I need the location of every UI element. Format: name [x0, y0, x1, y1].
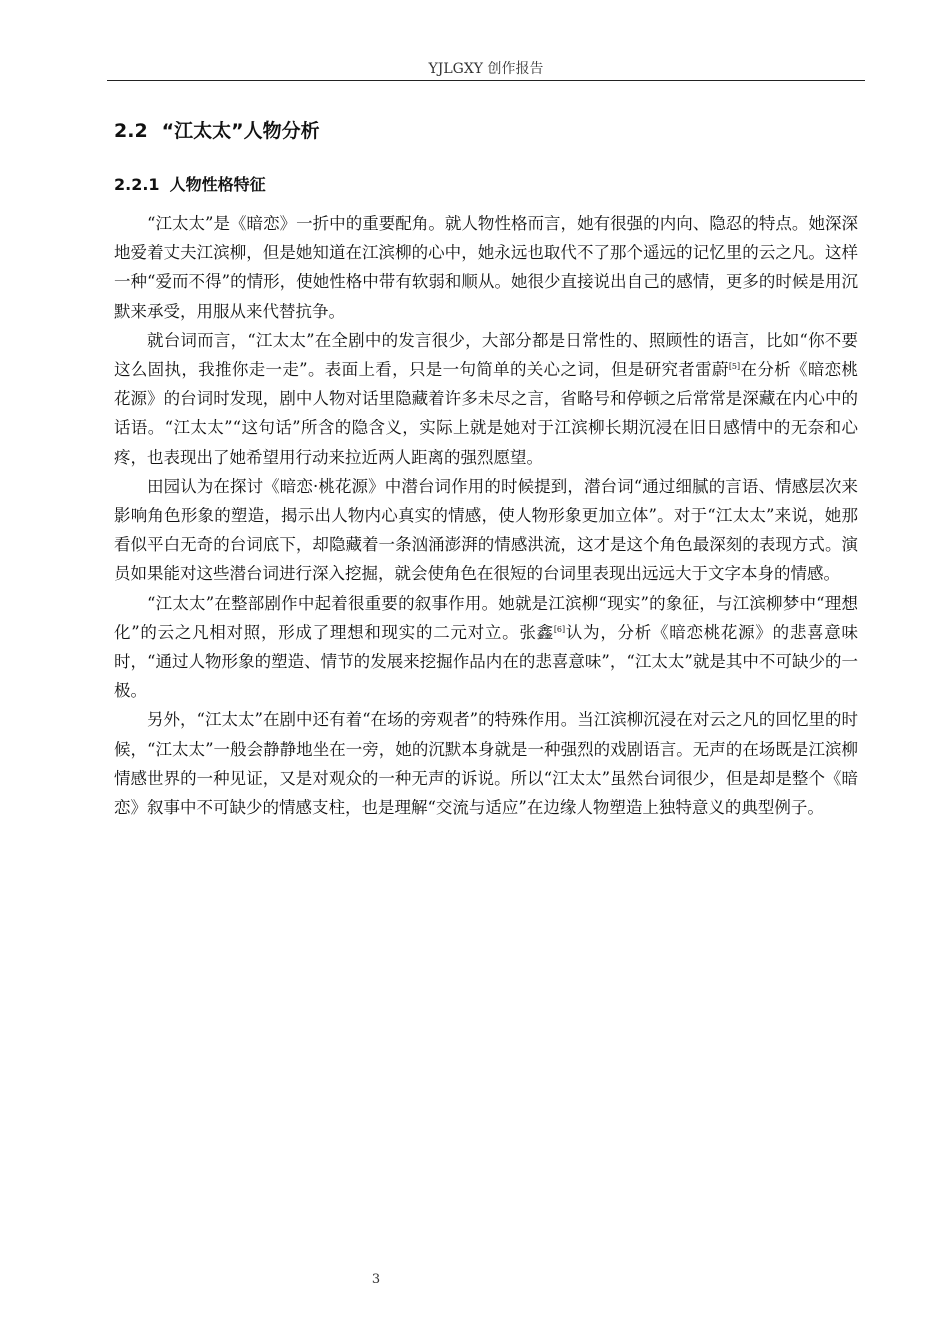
- citation-ref-6[interactable]: [6]: [553, 624, 566, 634]
- paragraph-3: 田园认为在探讨《暗恋·桃花源》中潜台词作用的时候提到，潜台词“通过细腻的言语、情感层次来影响角色形象的塑造，揭示出人物内心真实的情感，使人物形象更加立体”。对于“江太太”来说，她那看似平白无奇的台词底下，却隐藏着一条汹涌澎湃的情感洪流，这才是这个角色最深刻的表现方式。演员如果能对这些潜台词进行深入挖掘，就会使角色在很短的台词里表现出远远大于文字本身的情感。: [114, 476, 858, 584]
- section-heading: [114, 116, 320, 146]
- subsection-title: 人物性格特征: [169, 175, 266, 194]
- page-number: 3: [371, 1272, 381, 1287]
- paragraph-5: 另外，“江太太”在剧中还有着“在场的旁观者”的特殊作用。当江滨柳沉浸在对云之凡的回忆里的时候，“江太太”一般会静静地坐在一旁，她的沉默本身就是一种强烈的戏剧语言。无声的在场既是江滨柳情感世界的一种见证，又是对观众的一种无声的诉说。所以“江太太”虽然台词很少，但是却是整个《暗恋》叙事中不可缺少的情感支柱，也是理解“交流与适应”在边缘人物塑造上独特意义的典型例子。: [114, 710, 858, 818]
- subsection-heading: [114, 172, 266, 198]
- header-title: YJLGXY 创作报告: [428, 61, 544, 77]
- body-text: [114, 209, 858, 822]
- paragraph-2-text-a: 就台词而言，“江太太”在全剧中的发言很少，大部分都是日常性的、照顾性的语言，比如“你不要这么固执，我推你走一走”。表面上看，只是一句简单的关心之词，但是研究者雷蔚: [114, 330, 858, 380]
- paragraph-2: [114, 326, 858, 472]
- paragraph-4-text-b: 认为，分析《暗恋桃花源》的悲喜意味时，“通过人物形象的塑造、情节的发展来挖掘作品内在的悲喜意味”，“江太太”就是其中不可缺少的一极。: [114, 622, 858, 701]
- section-title: “江太太”人物分析: [161, 120, 320, 142]
- paragraph-4: [114, 589, 858, 706]
- section-number: 2.2: [114, 120, 148, 142]
- page-header: [107, 58, 865, 81]
- paragraph-2-text-b: 在分析《暗恋桃花源》的台词时发现，剧中人物对话里隐藏着许多未尽之言，省略号和停顿之后常常是深藏在内心中的话语。“江太太”“这句话”所含的隐含义，实际上就是她对于江滨柳长期沉浸在旧日感情中的无奈和心疼，也表现出了她希望用行动来拉近两人距离的强烈愿望。: [114, 360, 858, 467]
- paragraph-1: “江太太”是《暗恋》一折中的重要配角。就人物性格而言，她有很强的内向、隐忍的特点。她深深地爱着丈夫江滨柳，但是她知道在江滨柳的心中，她永远也取代不了那个遥远的记忆里的云之凡。这样一种“爱而不得”的情形，使她性格中带有软弱和顺从。她很少直接说出自己的感情，更多的时候是用沉默来承受，用服从来代替抗争。: [114, 214, 858, 321]
- paragraph-4-text-a: “江太太”在整部剧作中起着很重要的叙事作用。她就是江滨柳“现实”的象征，与江滨柳梦中“理想化”的云之凡相对照，形成了理想和现实的二元对立。张鑫: [114, 593, 858, 642]
- citation-ref-5[interactable]: [5]: [728, 362, 741, 372]
- subsection-number: 2.2.1: [114, 175, 160, 194]
